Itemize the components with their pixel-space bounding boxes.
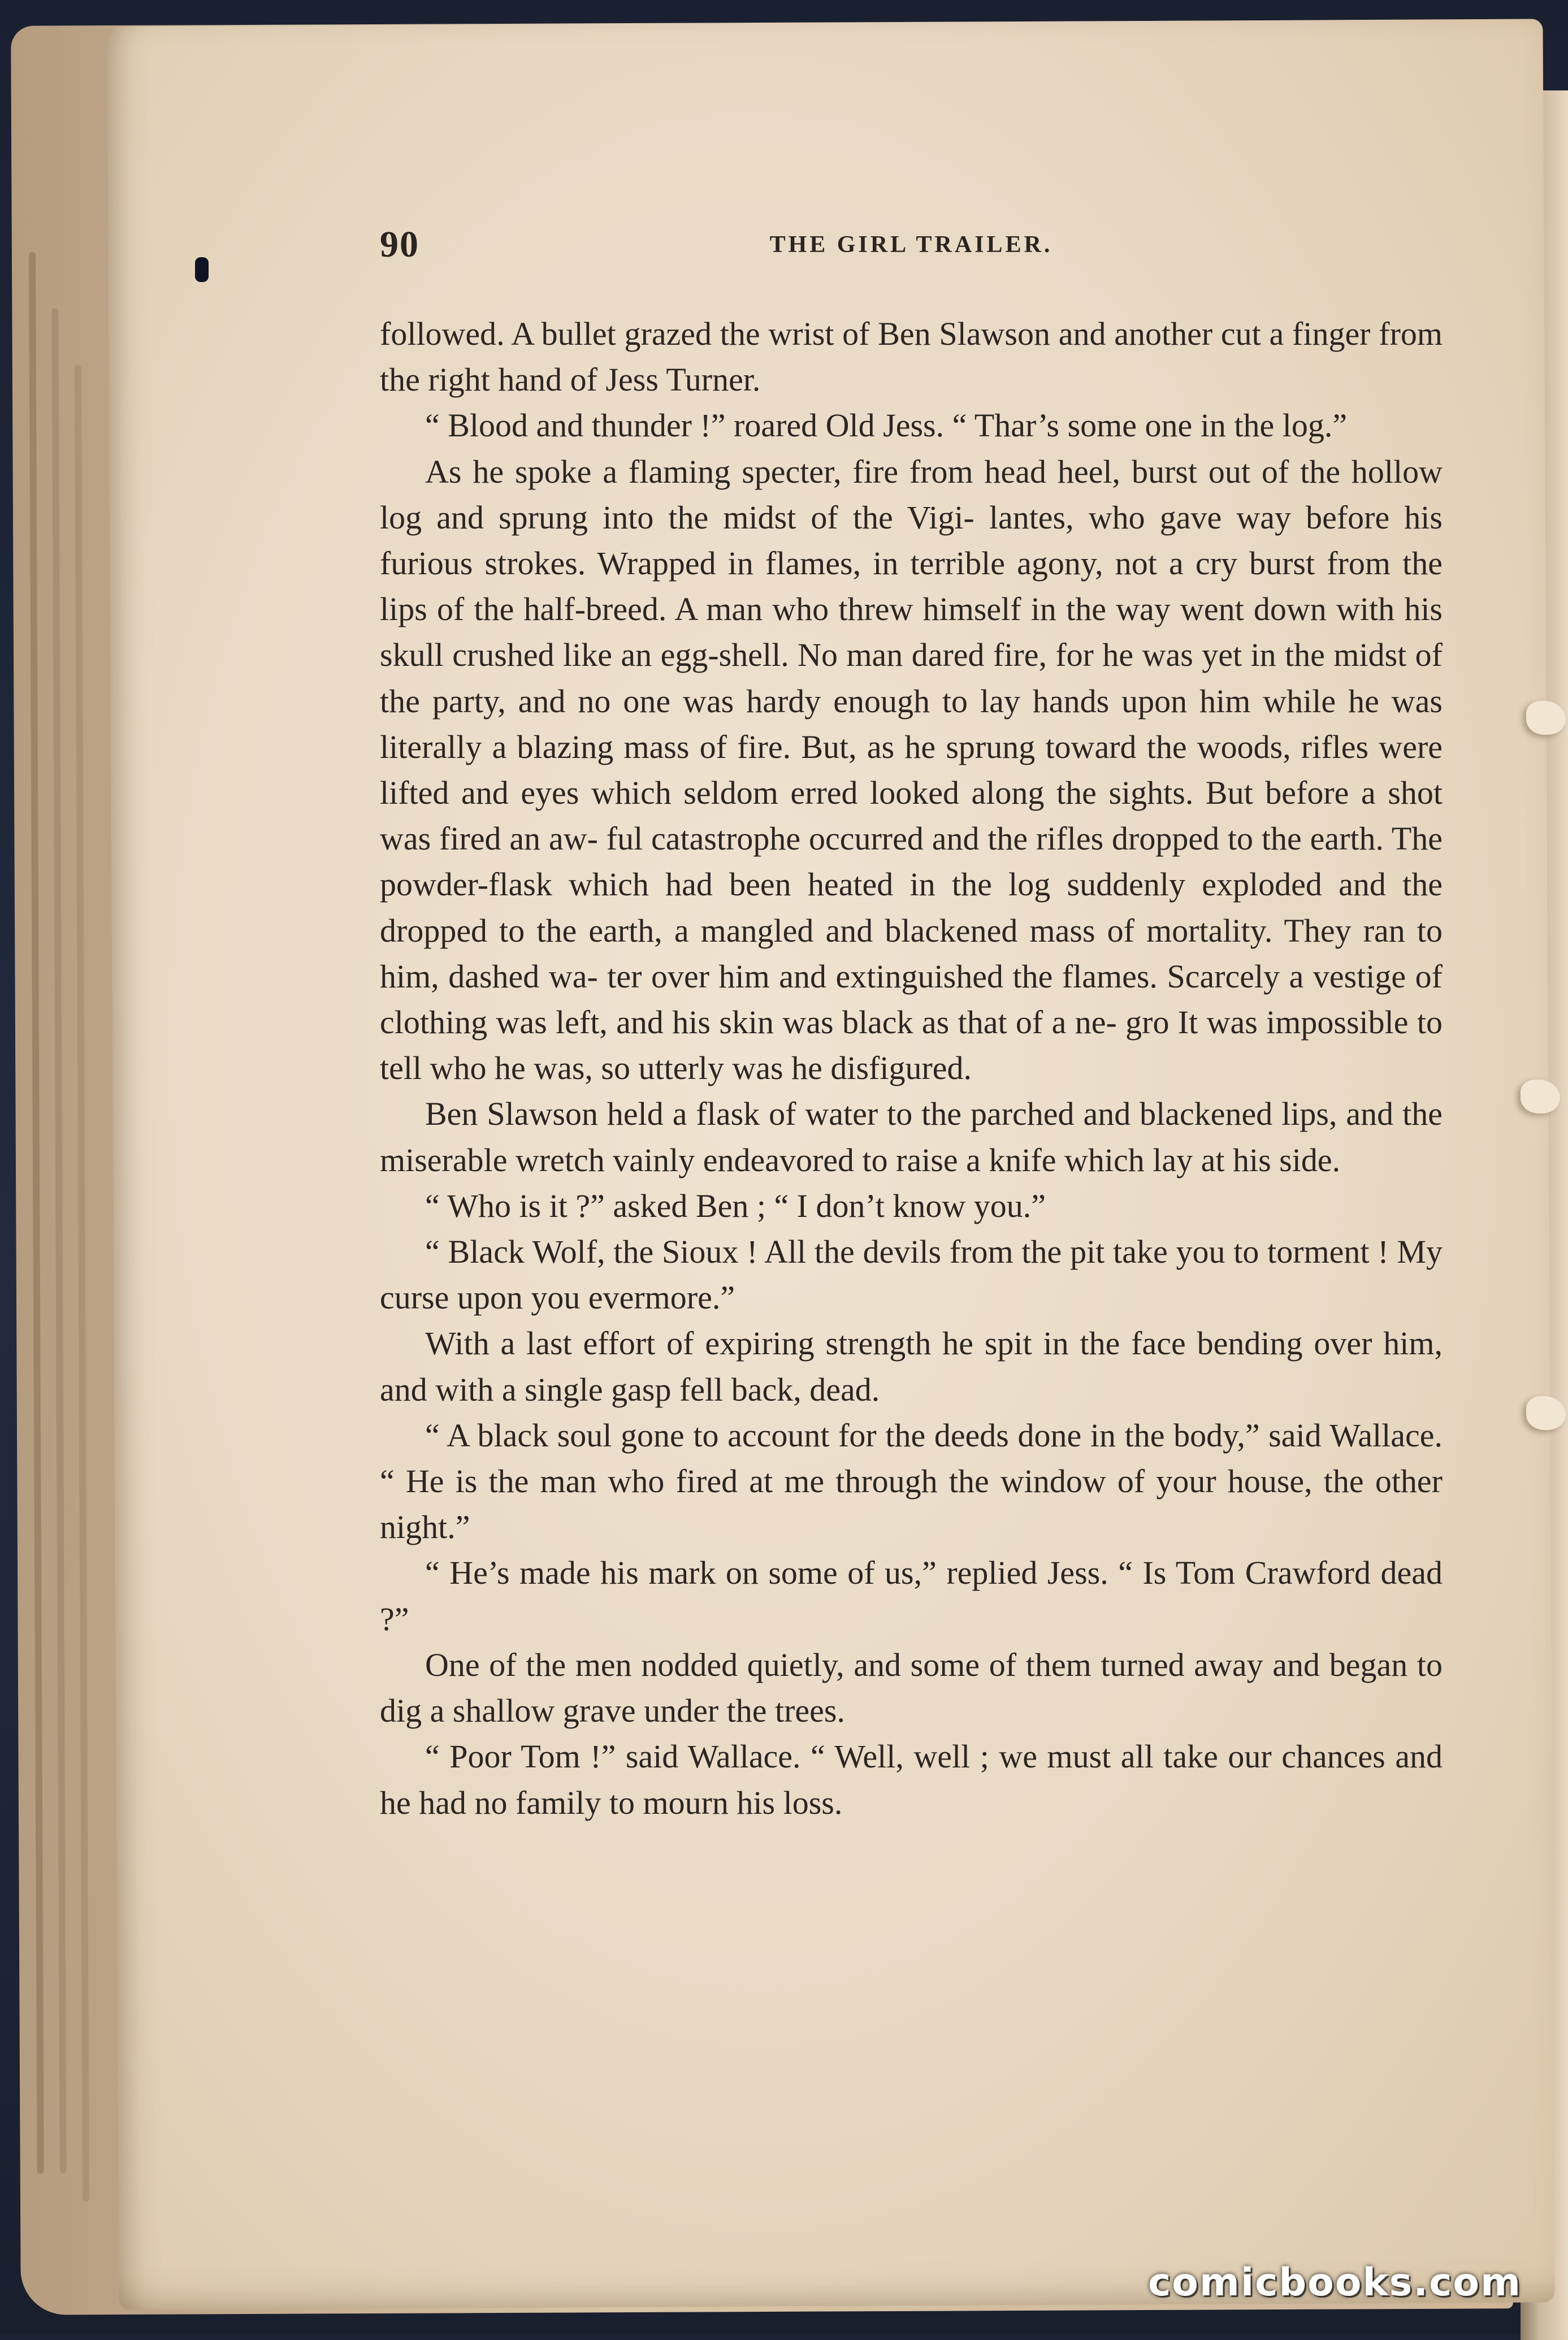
paragraph: “ Blood and thunder !” roared Old Jess. “ Thar’s some one in the log.” bbox=[425, 407, 1348, 444]
paragraph: “ A black soul gone to account for the deeds done in the body,” said Wallace. “ He is the man who fired at me through the window of your house, the other night.” bbox=[380, 1416, 1443, 1546]
running-title: THE GIRL TRAILER. bbox=[769, 232, 1053, 258]
paragraph: followed. A bullet grazed the wrist of Ben Slawson and another cut a finger from the right hand of Jess Turner. bbox=[380, 315, 1443, 398]
paragraph: “ Black Wolf, the Sioux ! All the devils from the pit take you to torment ! My curse upon you evermore.” bbox=[380, 1233, 1443, 1316]
page-number: 90 bbox=[380, 224, 419, 265]
page-edge-line bbox=[75, 365, 89, 2202]
paragraph: As he spoke a flaming specter, fire from head heel, burst out of the hollow log and sprung into the midst of the Vigi- lantes, who gave way before his furious strokes. Wrapped in flames, in terrible agony, not a cry burst from the lips of the half-breed. A man who threw himself in the way went down with his skull crushed like an egg-shell. No man dared fire, for he was yet in the midst of the party, and no one was hardy enough to lay hands upon him while he was literally a blazing mass of fire. But, as he sprung toward the woods, rifles were lifted and eyes which seldom erred looked along the sights. But before a shot was fired an aw- ful catastrophe occurred and the rifles dropped to the earth. The powder-flask which had been heated in the log suddenly exploded and the dropped to the earth, a mangled and blackened mass of mortality. They ran to him, dashed wa- ter over him and extinguished the flames. Scarcely a vestige of clothing was left, and his skin was black as that of a ne- gro It was impossible to tell who he was, so utterly was he disfigured. bbox=[380, 453, 1443, 1087]
page-header bbox=[380, 223, 1443, 274]
watermark-logo: comicbooks.com bbox=[1147, 2260, 1522, 2305]
page-edge-line bbox=[51, 308, 66, 2173]
page-edge-line bbox=[29, 252, 44, 2174]
paragraph: One of the men nodded quietly, and some of them turned away and began to dig a shallow grave under the trees. bbox=[380, 1646, 1443, 1730]
paragraph: Ben Slawson held a flask of water to the parched and blackened lips, and the miserable wretch vainly endeavored to raise a knife which lay at his side. bbox=[380, 1095, 1443, 1178]
paragraph: “ Poor Tom !” said Wallace. “ Well, well ; we must all take our chances and he had no family to mourn his loss. bbox=[380, 1738, 1443, 1821]
binding-hole bbox=[195, 257, 209, 282]
paragraph: “ He’s made his mark on some of us,” replied Jess. “ Is Tom Crawford dead ?” bbox=[380, 1554, 1443, 1637]
body-text bbox=[380, 311, 1443, 1826]
paragraph: With a last effort of expiring strength he spit in the face bending over him, and with a single gasp fell back, dead. bbox=[380, 1325, 1443, 1408]
paragraph: “ Who is it ?” asked Ben ; “ I don’t know you.” bbox=[425, 1187, 1046, 1224]
